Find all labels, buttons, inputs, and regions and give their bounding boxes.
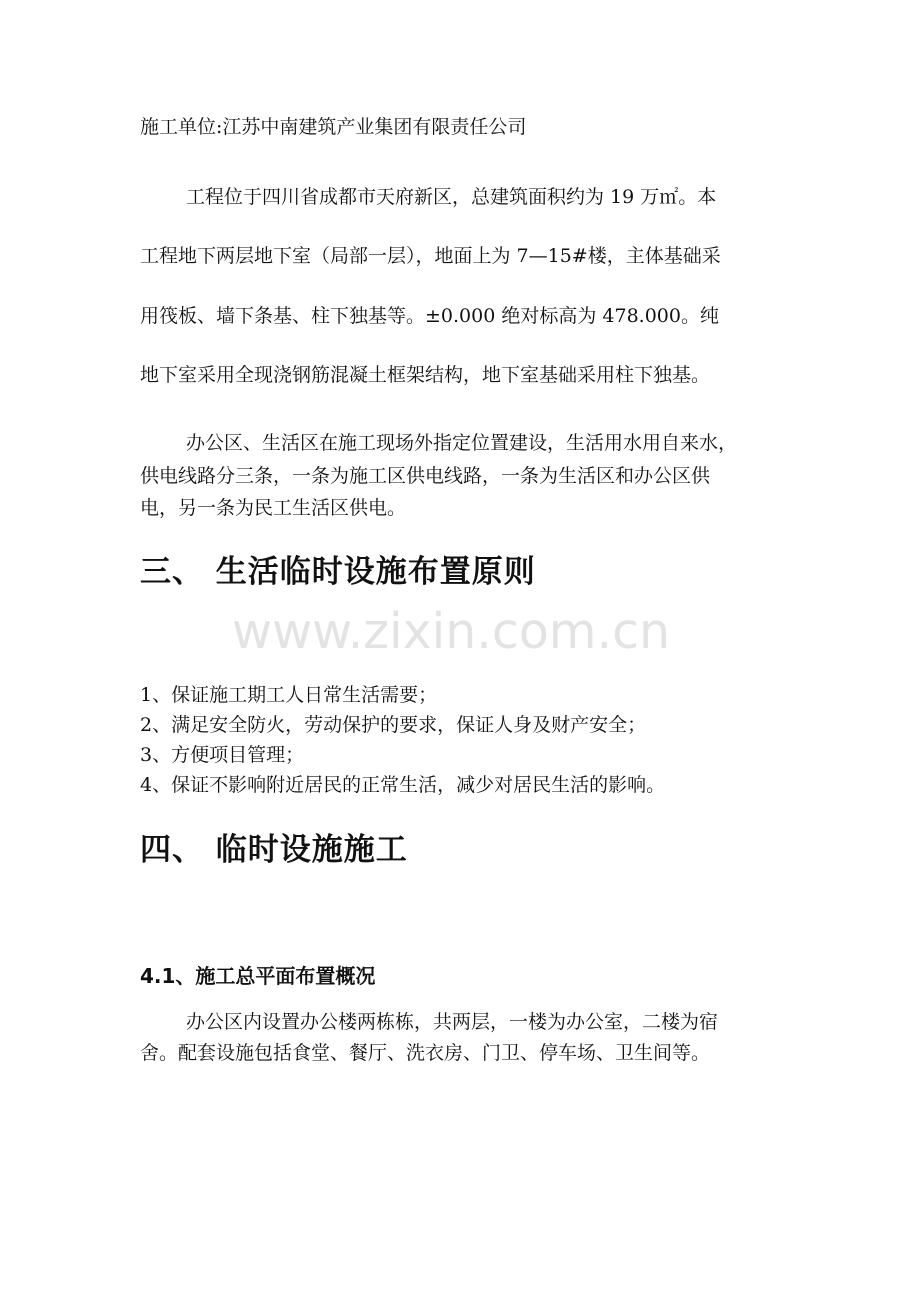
site-line-2: 供电线路分三条，一条为施工区供电线路，一条为生活区和办公区供 — [140, 465, 711, 487]
layout-line-2: 舍。配套设施包括食堂、餐厅、洗衣房、门卫、停车场、卫生间等。 — [140, 1042, 711, 1064]
principle-item-1: 1、保证施工期工人日常生活需要； — [140, 684, 438, 706]
site-line-3: 电，另一条为民工生活区供电。 — [140, 497, 407, 519]
site-line-1: 办公区、生活区在施工现场外指定位置建设，生活用水用自来水， — [186, 432, 738, 454]
construction-unit-line: 施工单位:江苏中南建筑产业集团有限责任公司 — [140, 116, 527, 138]
principle-item-3: 3、方便项目管理； — [140, 744, 305, 766]
principle-item-2: 2、满足安全防火，劳动保护的要求，保证人身及财产安全； — [140, 714, 647, 736]
overview-line-4: 地下室采用全现浇钢筋混凝土框架结构，地下室基础采用柱下独基。 — [140, 364, 711, 386]
section-3-title: 三、 生活临时设施布置原则 — [140, 554, 536, 590]
overview-line-3: 用筏板、墙下条基、柱下独基等。±0.000 绝对标高为 478.000。纯 — [140, 305, 719, 327]
principle-item-4: 4、保证不影响附近居民的正常生活，减少对居民生活的影响。 — [140, 774, 666, 796]
subsection-4-1-title: 4.1、施工总平面布置概况 — [140, 964, 376, 988]
watermark: www.zixin.com.cn — [232, 603, 671, 660]
overview-line-1: 工程位于四川省成都市天府新区，总建筑面积约为 19 万㎡。本 — [186, 186, 717, 208]
layout-line-1: 办公区内设置办公楼两栋栋，共两层，一楼为办公室，二楼为宿 — [186, 1011, 719, 1033]
overview-line-2: 工程地下两层地下室（局部一层），地面上为 7—15#楼，主体基础采 — [140, 245, 721, 267]
section-4-title: 四、 临时设施施工 — [140, 832, 408, 868]
